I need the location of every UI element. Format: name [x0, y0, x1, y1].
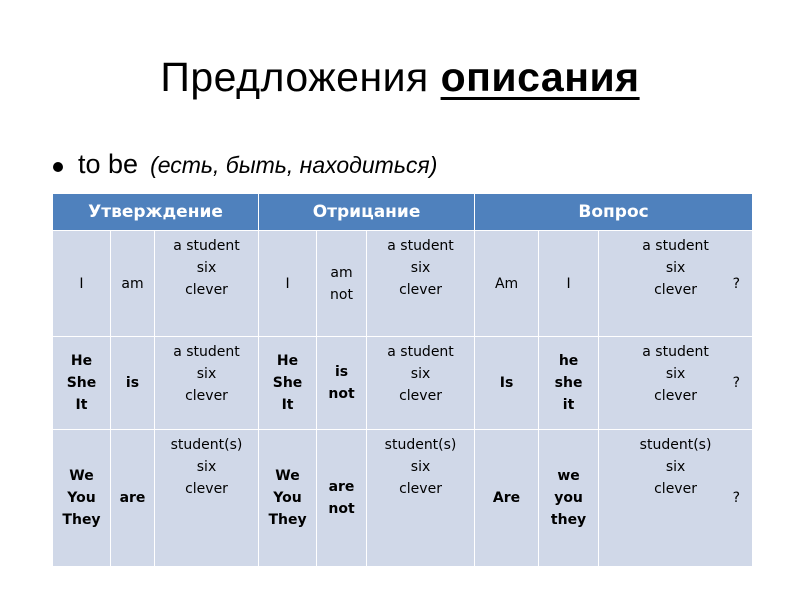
q-object-cell: [599, 337, 753, 430]
q-verb-cell: Are: [475, 430, 539, 567]
table-row: [53, 430, 753, 567]
q-object-text: a student six clever: [642, 344, 709, 404]
q-object-text: a student six clever: [642, 238, 709, 298]
table-row: [53, 231, 753, 337]
title-plain: Предложения: [160, 54, 441, 100]
q-object-cell: [599, 231, 753, 337]
neg-subject-cell: We You They: [259, 430, 317, 567]
aff-subject-cell: I: [53, 231, 111, 337]
aff-subject-cell: He She It: [53, 337, 111, 430]
bullet-item: [52, 147, 437, 182]
slide-title: [0, 52, 800, 102]
q-object-text: student(s) six clever: [639, 437, 712, 497]
neg-verb-cell: is not: [317, 337, 367, 430]
q-verb-cell: Am: [475, 231, 539, 337]
title-emphasis: описания: [440, 54, 640, 100]
aff-object-cell: a student six clever: [155, 231, 259, 337]
table-row: [53, 337, 753, 430]
bullet-main-text: to be: [78, 149, 139, 179]
neg-subject-cell: I: [259, 231, 317, 337]
q-subject-cell: I: [539, 231, 599, 337]
q-subject-cell: we you they: [539, 430, 599, 567]
neg-object-cell: student(s) six clever: [367, 430, 475, 567]
q-object-cell: [599, 430, 753, 567]
q-verb-cell: Is: [475, 337, 539, 430]
bullet-dot-icon: [52, 147, 66, 181]
neg-verb-cell: am not: [317, 231, 367, 337]
aff-verb-cell: is: [111, 337, 155, 430]
aff-object-cell: student(s) six clever: [155, 430, 259, 567]
aff-object-cell: a student six clever: [155, 337, 259, 430]
question-mark: ?: [732, 275, 741, 292]
to-be-table: [52, 193, 753, 567]
aff-verb-cell: are: [111, 430, 155, 567]
header-question: Вопрос: [475, 194, 753, 231]
neg-verb-cell: are not: [317, 430, 367, 567]
header-affirmative: Утверждение: [53, 194, 259, 231]
neg-subject-cell: He She It: [259, 337, 317, 430]
table-header-row: [53, 194, 753, 231]
question-mark: ?: [732, 490, 741, 506]
header-negative: Отрицание: [259, 194, 475, 231]
aff-verb-cell: am: [111, 231, 155, 337]
bullet-gloss-text: (есть, быть, находиться): [150, 152, 438, 178]
neg-object-cell: a student six clever: [367, 231, 475, 337]
neg-object-cell: a student six clever: [367, 337, 475, 430]
q-subject-cell: he she it: [539, 337, 599, 430]
question-mark: ?: [732, 375, 741, 391]
aff-subject-cell: We You They: [53, 430, 111, 567]
